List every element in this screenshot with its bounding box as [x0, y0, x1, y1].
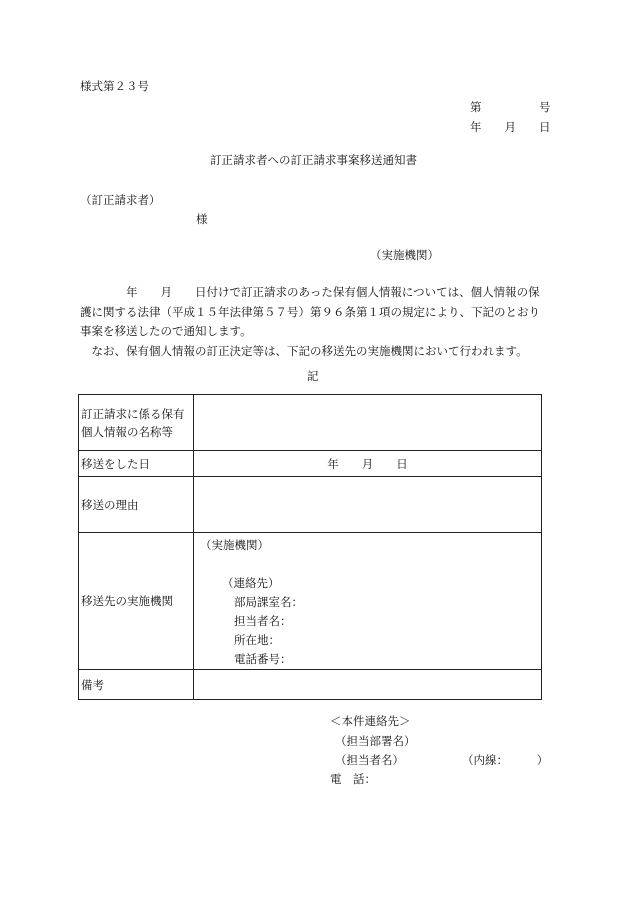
- row4-address: 所在地：: [234, 633, 280, 647]
- ki-heading: 記: [307, 369, 319, 383]
- row4-dept: 部局課室名：: [234, 595, 303, 609]
- body-line-1: 年 月 日付けで訂正請求のあった保有個人情報については、個人情報の保: [80, 285, 540, 299]
- footer-phone: 電 話：: [330, 772, 376, 786]
- table-row: [79, 670, 542, 700]
- body-line-4: なお、保有個人情報の訂正決定等は、下記の移送先の実施機関において行われます。: [80, 343, 528, 358]
- row2-value: 年 月 日: [194, 451, 542, 477]
- row5-label: 備考: [79, 670, 194, 700]
- recipient-label: （訂正請求者）: [80, 193, 161, 207]
- body-line-2: 護に関する法律（平成１５年法律第５７号）第９６条第１項の規定により、下記のとおり: [80, 304, 540, 319]
- recipient-honorific: 様: [196, 212, 208, 226]
- table-row: [79, 395, 542, 451]
- transfer-destination-cell: [194, 533, 542, 670]
- footer-extension: （内線： ）: [462, 753, 549, 767]
- document-title: 訂正請求者への訂正請求事案移送通知書: [210, 153, 417, 167]
- table-label-cell: [79, 395, 194, 451]
- details-table: [78, 394, 542, 700]
- row4-phone: 電話番号：: [234, 652, 292, 666]
- table-value-cell: [194, 670, 542, 700]
- table-row: [79, 477, 542, 533]
- document-date: 年 月 日: [470, 120, 551, 134]
- footer-heading: ＜本件連絡先＞: [330, 714, 411, 728]
- form-number: 様式第２３号: [80, 79, 149, 93]
- table-value-cell: [194, 395, 542, 451]
- footer-person: （担当者名）: [335, 753, 404, 767]
- body-text: [80, 283, 552, 361]
- footer-dept: （担当部署名）: [335, 734, 416, 748]
- document-number: 第 号: [470, 100, 551, 114]
- row4-person: 担当者名：: [234, 614, 292, 628]
- table-value-cell: [194, 477, 542, 533]
- table-row: [79, 451, 542, 477]
- row4-contact: （連絡先）: [222, 576, 280, 590]
- body-line-3: 事案を移送したので通知します。: [80, 324, 252, 338]
- table-row: [79, 533, 542, 670]
- sender-label: （実施機関）: [370, 248, 439, 262]
- row1-label-line2: 個人情報の名称等: [81, 424, 173, 439]
- row3-label: 移送の理由: [79, 477, 194, 533]
- row4-label: 移送先の実施機関: [79, 533, 194, 670]
- row4-org: （実施機関）: [200, 538, 269, 552]
- row2-label: 移送をした日: [79, 451, 194, 477]
- row1-label-line1: 訂正請求に係る保有: [81, 406, 185, 421]
